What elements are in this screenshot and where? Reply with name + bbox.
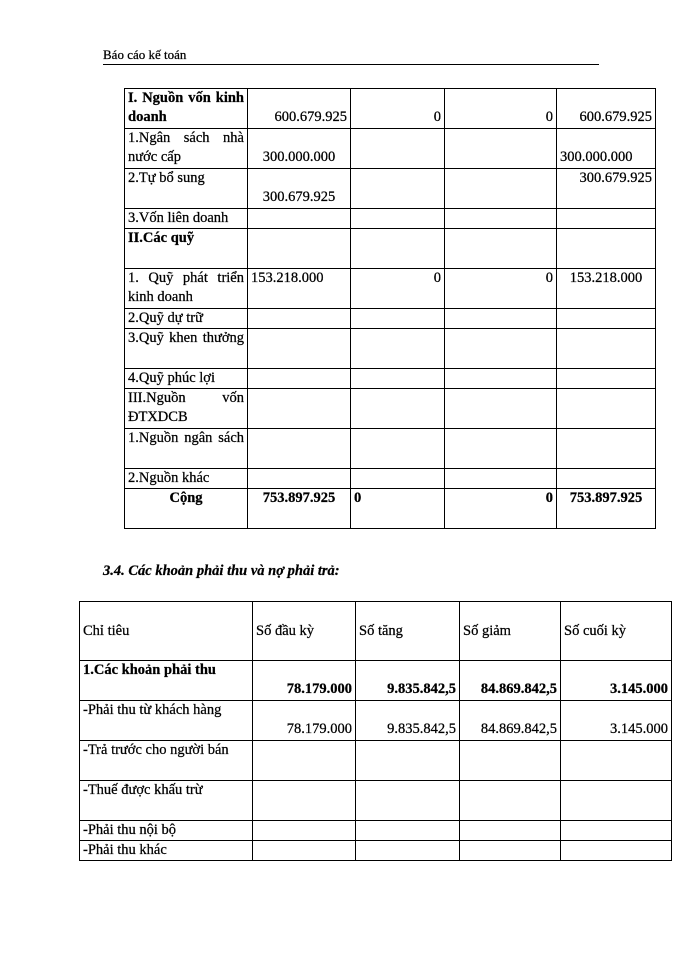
cell-value — [253, 781, 356, 821]
cell-value: 600.679.925 — [248, 89, 351, 129]
table-row — [125, 429, 656, 469]
cell-value — [351, 129, 445, 169]
cell-value — [445, 129, 557, 169]
cell-value — [248, 389, 351, 429]
column-header: Chỉ tiêu — [80, 602, 253, 661]
table-row — [80, 701, 672, 741]
table-row — [125, 229, 656, 269]
capital-sources-table — [124, 88, 656, 529]
row-label: III.Nguồn vốn ĐTXDCB — [125, 389, 248, 429]
cell-value: 0 — [445, 89, 557, 129]
row-label: Cộng — [125, 489, 248, 529]
row-label: 1.Ngân sách nhà nước cấp — [125, 129, 248, 169]
cell-value — [356, 781, 460, 821]
cell-value: 0 — [351, 489, 445, 529]
row-label: I. Nguồn vốn kinh doanh — [125, 89, 248, 129]
row-label: -Thuế được khấu trừ — [80, 781, 253, 821]
row-label: 3.Vốn liên doanh — [125, 209, 248, 229]
cell-value — [356, 841, 460, 861]
cell-value: 84.869.842,5 — [460, 661, 561, 701]
cell-value: 300.679.925 — [557, 169, 656, 209]
cell-value — [557, 389, 656, 429]
table-row — [80, 841, 672, 861]
cell-value — [351, 469, 445, 489]
cell-value — [351, 389, 445, 429]
cell-value — [356, 821, 460, 841]
receivables-table — [79, 601, 672, 861]
table-row — [125, 389, 656, 429]
cell-value — [561, 781, 672, 821]
cell-value — [460, 841, 561, 861]
cell-value: 753.897.925 — [557, 489, 656, 529]
table-row — [80, 821, 672, 841]
column-header: Số đầu kỳ — [253, 602, 356, 661]
table-row — [125, 329, 656, 369]
cell-value: 300.000.000 — [557, 129, 656, 169]
table-row — [125, 169, 656, 209]
cell-value — [445, 169, 557, 209]
cell-value — [445, 209, 557, 229]
table-row — [125, 309, 656, 329]
cell-value — [351, 429, 445, 469]
table-row — [80, 781, 672, 821]
cell-value: 600.679.925 — [557, 89, 656, 129]
cell-value — [351, 309, 445, 329]
cell-value — [248, 229, 351, 269]
row-label: 1.Nguồn ngân sách — [125, 429, 248, 469]
table-row — [80, 661, 672, 701]
cell-value — [557, 229, 656, 269]
report-header: Báo cáo kế toán — [103, 47, 187, 62]
table-row — [125, 89, 656, 129]
cell-value — [445, 329, 557, 369]
cell-value: 3.145.000 — [561, 701, 672, 741]
cell-value — [445, 369, 557, 389]
column-header: Số cuối kỳ — [561, 602, 672, 661]
table-row — [125, 209, 656, 229]
cell-value — [351, 229, 445, 269]
cell-value — [248, 329, 351, 369]
cell-value: 84.869.842,5 — [460, 701, 561, 741]
cell-value — [557, 429, 656, 469]
cell-value — [445, 309, 557, 329]
cell-value: 153.218.000 — [557, 269, 656, 309]
row-label: 1. Quỹ phát triển kinh doanh — [125, 269, 248, 309]
cell-value — [253, 841, 356, 861]
row-label: 2.Nguồn khác — [125, 469, 248, 489]
total-row — [125, 489, 656, 529]
row-label: -Phải thu nội bộ — [80, 821, 253, 841]
cell-value — [460, 741, 561, 781]
table-row — [125, 469, 656, 489]
table-row — [125, 369, 656, 389]
cell-value — [445, 429, 557, 469]
cell-value — [557, 469, 656, 489]
cell-value — [460, 781, 561, 821]
cell-value — [561, 741, 672, 781]
cell-value — [557, 329, 656, 369]
row-label: 1.Các khoản phải thu — [80, 661, 253, 701]
cell-value — [248, 309, 351, 329]
cell-value — [445, 229, 557, 269]
cell-value: 0 — [445, 269, 557, 309]
cell-value — [557, 309, 656, 329]
cell-value: 153.218.000 — [248, 269, 351, 309]
table-row — [125, 269, 656, 309]
cell-value — [253, 741, 356, 781]
cell-value — [356, 741, 460, 781]
table-row — [125, 129, 656, 169]
cell-value: 3.145.000 — [561, 661, 672, 701]
cell-value: 300.000.000 — [248, 129, 351, 169]
header-divider — [103, 64, 599, 65]
cell-value — [557, 369, 656, 389]
cell-value: 753.897.925 — [248, 489, 351, 529]
cell-value — [445, 389, 557, 429]
cell-value: 9.835.842,5 — [356, 661, 460, 701]
cell-value: 78.179.000 — [253, 701, 356, 741]
row-label: 4.Quỹ phúc lợi — [125, 369, 248, 389]
cell-value: 0 — [351, 89, 445, 129]
column-header: Số giảm — [460, 602, 561, 661]
cell-value: 0 — [351, 269, 445, 309]
row-label: 3.Quỹ khen thưởng — [125, 329, 248, 369]
cell-value — [351, 169, 445, 209]
cell-value — [248, 369, 351, 389]
row-label: II.Các quỹ — [125, 229, 248, 269]
cell-value — [351, 209, 445, 229]
cell-value — [351, 369, 445, 389]
cell-value — [253, 821, 356, 841]
column-header: Số tăng — [356, 602, 460, 661]
table-row — [80, 741, 672, 781]
cell-value — [445, 469, 557, 489]
cell-value: 78.179.000 — [253, 661, 356, 701]
cell-value — [557, 209, 656, 229]
cell-value: 9.835.842,5 — [356, 701, 460, 741]
row-label: 2.Tự bổ sung — [125, 169, 248, 209]
row-label: -Phải thu từ khách hàng — [80, 701, 253, 741]
cell-value — [248, 429, 351, 469]
cell-value — [561, 841, 672, 861]
cell-value — [248, 469, 351, 489]
cell-value: 0 — [445, 489, 557, 529]
row-label: -Trả trước cho người bán — [80, 741, 253, 781]
cell-value — [351, 329, 445, 369]
cell-value — [248, 209, 351, 229]
cell-value — [561, 821, 672, 841]
cell-value — [460, 821, 561, 841]
cell-value: 300.679.925 — [248, 169, 351, 209]
row-label: 2.Quỹ dự trữ — [125, 309, 248, 329]
section-title: 3.4. Các khoản phải thu và nợ phải trả: — [103, 563, 340, 579]
row-label: -Phải thu khác — [80, 841, 253, 861]
header-row — [80, 602, 672, 661]
